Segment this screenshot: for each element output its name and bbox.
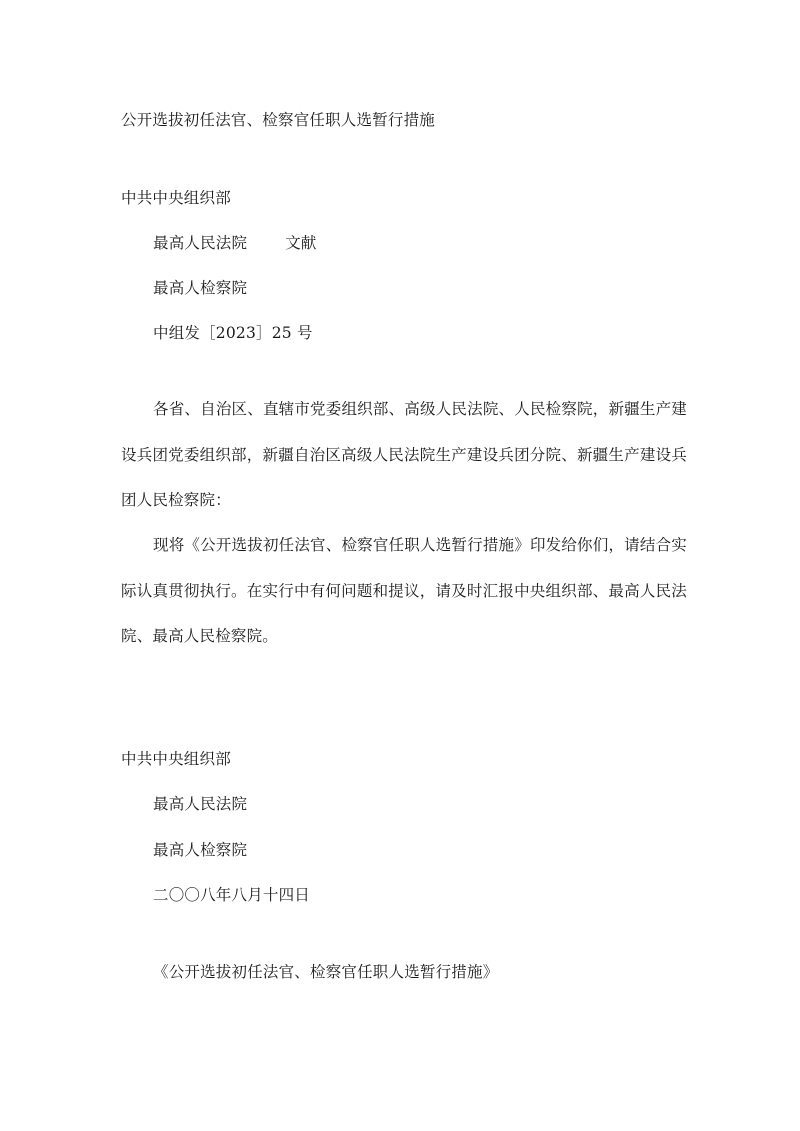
document-title: 公开选拔初任法官、检察官任职人选暂行措施 xyxy=(121,111,436,129)
document-label: 文献 xyxy=(285,234,317,252)
signature-line-3: 最高人检察院 xyxy=(153,841,248,859)
addressee-paragraph: 各省、自治区、直辖市党委组织部、高级人民法院、人民检察院，新疆生产建设兵团党委组织部，新疆自治区高级人民法院生产建设兵团分院、新疆生产建设兵团人民检察院： xyxy=(121,400,687,509)
signature-line-1: 中共中央组织部 xyxy=(121,750,231,768)
issuer-line-1: 中共中央组织部 xyxy=(121,189,231,207)
issuer-line-2 xyxy=(153,233,317,253)
closing-title: 《公开选拔初任法官、检察官任职人选暂行措施》 xyxy=(153,963,499,981)
issuer-line-3: 最高人检察院 xyxy=(153,279,248,297)
issuer-org: 最高人民法院 xyxy=(153,234,248,252)
signature-date: 二〇〇八年八月十四日 xyxy=(153,886,311,904)
body-paragraph: 现将《公开选拔初任法官、检察官任职人选暂行措施》印发给你们，请结合实际认真贯彻执行。在实行中有何问题和提议，请及时汇报中央组织部、最高人民法院、最高人民检察院。 xyxy=(121,536,687,645)
signature-line-2: 最高人民法院 xyxy=(153,795,248,813)
document-number: 中组发［2023］25 号 xyxy=(153,324,313,342)
